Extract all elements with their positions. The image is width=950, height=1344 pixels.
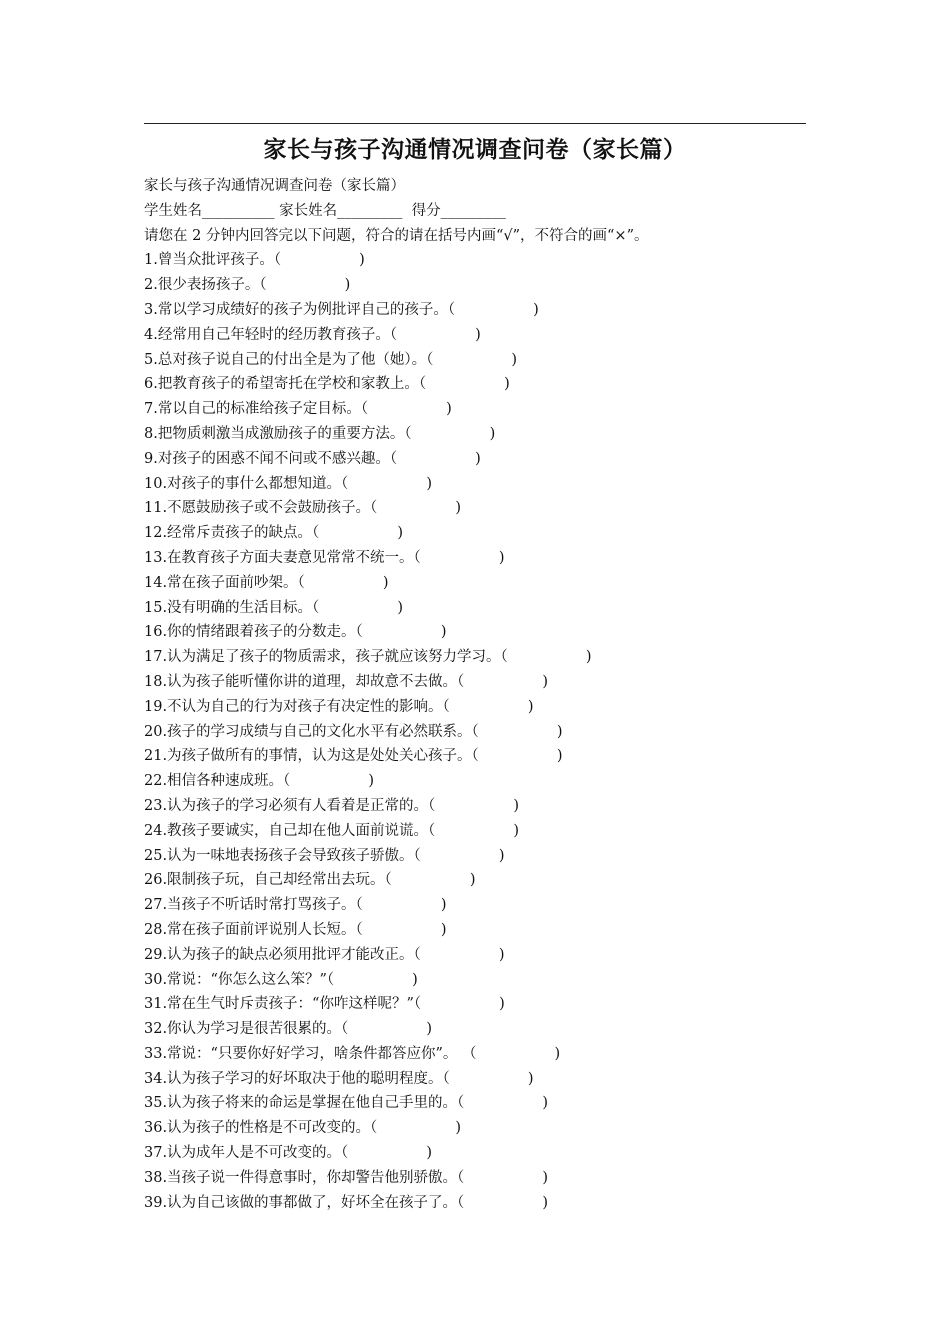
question-text: 27.当孩子不听话时常打骂孩子。（	[144, 897, 363, 914]
closing-paren: )	[469, 872, 476, 889]
closing-paren: )	[440, 897, 447, 914]
question-text: 17.认为满足了孩子的物质需求，孩子就应该努力学习。（	[144, 649, 508, 666]
question-text: 25.认为一味地表扬孩子会导致孩子骄傲。（	[144, 847, 421, 864]
question-item	[144, 620, 814, 645]
question-text: 9.对孩子的困惑不闻不问或不感兴趣。（	[144, 450, 398, 467]
closing-paren: )	[527, 698, 534, 715]
question-item	[144, 893, 814, 918]
question-list	[144, 248, 814, 1215]
question-item	[144, 1091, 814, 1116]
closing-paren: )	[542, 1169, 548, 1186]
parent-name-field: _________	[337, 202, 403, 219]
question-item	[144, 422, 814, 447]
question-item	[144, 992, 814, 1017]
closing-paren: )	[344, 277, 351, 294]
question-item	[144, 323, 814, 348]
closing-paren: )	[513, 797, 519, 814]
question-text: 10.对孩子的事什么都想知道。（	[144, 475, 349, 492]
question-text: 22.相信各种速成班。（	[144, 773, 291, 790]
question-text: 11.不愿鼓励孩子或不会鼓励孩子。（	[144, 500, 378, 517]
question-item	[144, 819, 814, 844]
page-title: 家长与孩子沟通情况调查问卷（家长篇）	[263, 136, 687, 163]
question-item	[144, 943, 814, 968]
closing-paren: )	[475, 450, 481, 467]
closing-paren: )	[440, 624, 447, 641]
question-item	[144, 496, 814, 521]
closing-paren: )	[426, 1021, 432, 1038]
closing-paren: )	[440, 921, 447, 938]
question-item	[144, 1141, 814, 1166]
form-fields-line	[144, 199, 814, 224]
question-text: 39.认为自己该做的事都做了，好坏全在孩子了。（	[144, 1194, 465, 1211]
question-text: 34.认为孩子学习的好坏取决于他的聪明程度。（	[144, 1070, 450, 1087]
student-name-label: 学生姓名	[144, 202, 202, 219]
question-text: 18.认为孩子能听懂你讲的道理，却故意不去做。（	[144, 673, 465, 690]
instructions: 请您在 2 分钟内回答完以下问题，符合的请在括号内画“√”，不符合的画“×”。	[144, 227, 649, 244]
closing-paren: )	[397, 525, 403, 542]
closing-paren: )	[527, 1070, 534, 1087]
closing-paren: )	[455, 1120, 461, 1137]
question-item	[144, 1166, 814, 1191]
question-item	[144, 248, 814, 273]
question-item	[144, 521, 814, 546]
closing-paren: )	[504, 376, 510, 393]
question-text: 13.在教育孩子方面夫妻意见常常不统一。（	[144, 549, 421, 566]
question-text: 8.把物质刺激当成激励孩子的重要方法。（	[144, 425, 412, 442]
question-item	[144, 670, 814, 695]
question-item	[144, 1017, 814, 1042]
subtitle: 家长与孩子沟通情况调查问卷（家长篇）	[144, 178, 405, 194]
question-item	[144, 1067, 814, 1092]
question-item	[144, 868, 814, 893]
question-item	[144, 571, 814, 596]
question-item	[144, 769, 814, 794]
student-name-field: __________	[202, 202, 275, 219]
closing-paren: )	[542, 1194, 548, 1211]
question-item	[144, 348, 814, 373]
question-text: 30.常说：“你怎么这么笨？”（	[144, 971, 335, 988]
question-item	[144, 298, 814, 323]
question-text: 3.常以学习成绩好的孩子为例批评自己的孩子。（	[144, 301, 456, 318]
question-item	[144, 273, 814, 298]
closing-paren: )	[475, 326, 481, 343]
top-divider	[144, 123, 806, 124]
questionnaire-body	[144, 174, 814, 1215]
question-text: 29.认为孩子的缺点必须用批评才能改正。（	[144, 946, 421, 963]
closing-paren: )	[382, 574, 389, 591]
score-field: _________	[440, 202, 506, 219]
closing-paren: )	[498, 946, 505, 963]
closing-paren: )	[511, 351, 518, 368]
closing-paren: )	[368, 773, 374, 790]
question-item	[144, 447, 814, 472]
closing-paren: )	[397, 599, 403, 616]
question-text: 37.认为成年人是不可改变的。（	[144, 1145, 349, 1162]
question-text: 7.常以自己的标准给孩子定目标。（	[144, 401, 369, 418]
question-text: 2.很少表扬孩子。（	[144, 277, 267, 294]
question-item	[144, 695, 814, 720]
closing-paren: )	[542, 673, 548, 690]
question-text: 4.经常用自己年轻时的经历教育孩子。（	[144, 326, 398, 343]
question-item	[144, 546, 814, 571]
question-text: 6.把教育孩子的希望寄托在学校和家教上。（	[144, 376, 427, 393]
question-text: 15.没有明确的生活目标。（	[144, 599, 320, 616]
question-text: 24.教孩子要诚实，自己却在他人面前说谎。（	[144, 822, 436, 839]
question-item	[144, 844, 814, 869]
closing-paren: )	[426, 1145, 432, 1162]
closing-paren: )	[498, 847, 505, 864]
question-text: 35.认为孩子将来的命运是掌握在他自己手里的。（	[144, 1095, 465, 1112]
closing-paren: )	[359, 252, 365, 269]
question-text: 1.曾当众批评孩子。（	[144, 252, 282, 269]
question-text: 26.限制孩子玩，自己却经常出去玩。（	[144, 872, 392, 889]
question-item	[144, 397, 814, 422]
question-text: 21.为孩子做所有的事情，认为这是处处关心孩子。（	[144, 748, 479, 765]
question-text: 31.常在生气时斥责孩子：“你咋这样呢？”（	[144, 996, 422, 1013]
closing-paren: )	[513, 822, 519, 839]
question-text: 33.常说：“只要你好好学习，啥条件都答应你”。 （	[144, 1045, 477, 1062]
score-label: 得分	[411, 202, 441, 219]
question-item	[144, 744, 814, 769]
closing-paren: )	[556, 748, 563, 765]
question-item	[144, 372, 814, 397]
question-text: 23.认为孩子的学习必须有人看着是正常的。（	[144, 797, 436, 814]
question-item	[144, 472, 814, 497]
closing-paren: )	[489, 425, 496, 442]
closing-paren: )	[412, 971, 418, 988]
closing-paren: )	[556, 723, 563, 740]
question-item	[144, 1042, 814, 1067]
closing-paren: )	[426, 475, 432, 492]
question-item	[144, 720, 814, 745]
question-text: 16.你的情绪跟着孩子的分数走。（	[144, 624, 363, 641]
question-item	[144, 918, 814, 943]
question-item	[144, 645, 814, 670]
closing-paren: )	[499, 996, 505, 1013]
question-text: 20.孩子的学习成绩与自己的文化水平有必然联系。（	[144, 723, 479, 740]
question-text: 19.不认为自己的行为对孩子有决定性的影响。（	[144, 698, 450, 715]
closing-paren: )	[554, 1045, 561, 1062]
question-text: 5.总对孩子说自己的付出全是为了他（她）。（	[144, 351, 434, 368]
parent-name-label: 家长姓名	[279, 202, 338, 219]
question-text: 32.你认为学习是很苦很累的。（	[144, 1021, 349, 1038]
question-item	[144, 968, 814, 993]
question-item	[144, 1191, 814, 1216]
closing-paren: )	[533, 301, 539, 318]
closing-paren: )	[455, 500, 461, 517]
closing-paren: )	[542, 1095, 548, 1112]
question-text: 12.经常斥责孩子的缺点。（	[144, 525, 320, 542]
question-item	[144, 1116, 814, 1141]
question-text: 36.认为孩子的性格是不可改变的。（	[144, 1120, 378, 1137]
question-text: 38.当孩子说一件得意事时，你却警告他别骄傲。（	[144, 1169, 465, 1186]
closing-paren: )	[498, 549, 505, 566]
question-item	[144, 596, 814, 621]
question-text: 28.常在孩子面前评说别人长短。（	[144, 921, 363, 938]
question-item	[144, 794, 814, 819]
question-text: 14.常在孩子面前吵架。（	[144, 574, 305, 591]
closing-paren: )	[585, 649, 592, 666]
closing-paren: )	[446, 401, 452, 418]
